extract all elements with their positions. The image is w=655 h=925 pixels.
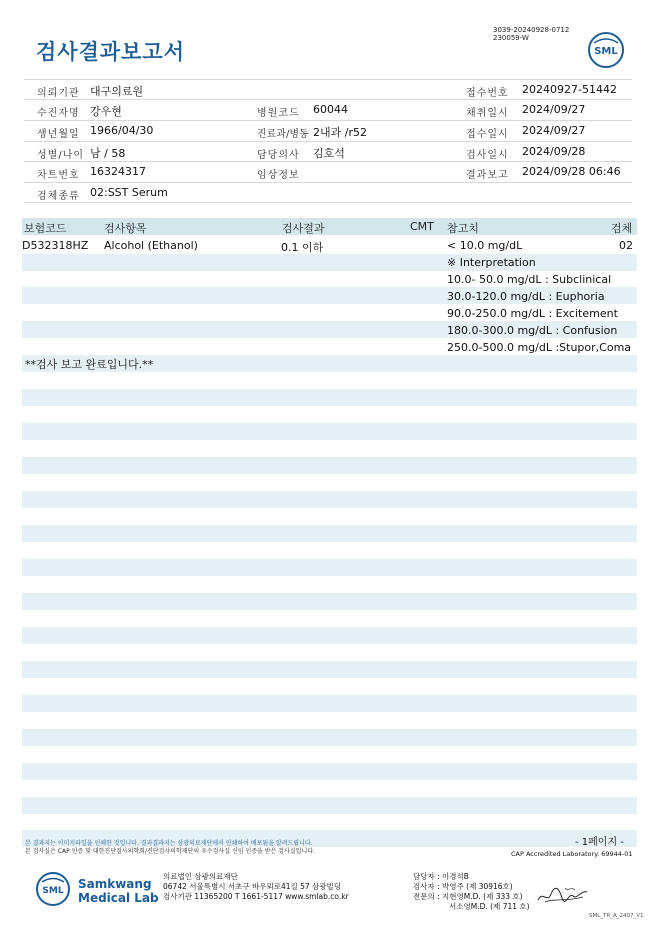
clinical-info-label: 임상정보 — [257, 170, 300, 181]
row-band — [22, 254, 637, 271]
header-cmt: CMT — [410, 220, 434, 233]
interpretation-line: ※ Interpretation — [447, 256, 536, 269]
row-band — [22, 797, 637, 814]
row-band — [22, 627, 637, 644]
sml-logo — [588, 32, 624, 68]
form-code: SML_TR_A_2407_V1 — [589, 913, 644, 919]
hospital-code-value: 60044 — [313, 103, 348, 116]
header-reference: 참고치 — [447, 222, 479, 235]
receipt-no-label: 접수번호 — [466, 88, 509, 99]
result-insurance-code: D532318HZ — [22, 239, 89, 252]
staff-specialist-1: 전문의 : 지현영M.D. (제 333 호) — [413, 892, 523, 901]
svg-text:SML: SML — [594, 46, 618, 57]
receipt-date-label: 접수일시 — [466, 129, 509, 140]
dept-value: 2내과 /r52 — [313, 126, 367, 139]
page-title: 검사결과보고서 — [36, 40, 186, 64]
header-insurance-code: 보험코드 — [24, 222, 67, 235]
footer-org: 의료법인 삼광의료재단 — [163, 872, 238, 881]
svg-text:SML: SML — [42, 886, 64, 896]
row-band — [22, 593, 637, 610]
result-reference: < 10.0 mg/dL — [447, 239, 523, 252]
institution-label: 의뢰기관 — [37, 88, 80, 99]
report-code-line2: 230059-W — [493, 34, 529, 42]
result-test-item: Alcohol (Ethanol) — [104, 239, 198, 252]
test-date-label: 검사일시 — [466, 150, 509, 161]
interpretation-line: 10.0- 50.0 mg/dL : Subclinical — [447, 273, 612, 286]
sex-age-label: 성별/나이 — [37, 150, 85, 161]
result-value: 0.1 이하 — [281, 241, 324, 254]
report-code-line1: 3039-20240928-0712 — [493, 26, 570, 34]
dob-label: 생년월일 — [37, 129, 80, 140]
footer-note-line1: 본 결과지는 이미지파일을 인쇄한 것입니다. 결과결과지는 삼광의료재단에서 인쇄하여 배포됨을 알려드립니다. — [25, 840, 313, 847]
staff-tester: 검사자 : 박영주 (제 30916호) — [413, 882, 513, 891]
footer-address — [163, 872, 349, 902]
footer-staff — [413, 872, 530, 912]
signature-image — [535, 880, 590, 910]
footer-note-line2: 본 검사실은 CAP 인증 및 대한진단검사의학회/진단검사의학재단의 우수검사실 신임 인증을 받은 검사실입니다. — [25, 848, 315, 855]
chart-no-value: 16324317 — [90, 165, 146, 178]
collect-date-label: 채취일시 — [466, 108, 509, 119]
completion-note: **검사 보고 완료입니다.** — [25, 358, 154, 371]
brand-name — [78, 877, 159, 905]
result-report-value: 2024/09/28 06:46 — [522, 165, 621, 178]
footer-note — [25, 840, 315, 856]
collect-date-value: 2024/09/27 — [522, 103, 586, 116]
receipt-no-value: 20240927-51442 — [522, 83, 617, 96]
page-number: - 1페이지 - — [575, 837, 624, 848]
header-specimen: 검체 — [611, 222, 633, 235]
row-band — [22, 695, 637, 712]
patient-label: 수진자명 — [37, 108, 80, 119]
row-band — [22, 729, 637, 746]
sex-age-value: 남 / 58 — [90, 147, 126, 160]
staff-specialist-2: 서소영M.D. (제 711 호) — [449, 902, 530, 911]
patient-value: 강우현 — [90, 105, 122, 118]
row-band — [22, 423, 637, 440]
row-band — [22, 559, 637, 576]
row-band — [22, 491, 637, 508]
specimen-type-label: 검체종류 — [37, 191, 80, 202]
result-report-label: 결과보고 — [466, 170, 509, 181]
row-band — [22, 389, 637, 406]
chart-no-label: 차트번호 — [37, 170, 80, 181]
specimen-type-value: 02:SST Serum — [90, 186, 168, 199]
cap-accreditation: CAP Accredited Laboratory. 69944-01 — [511, 850, 633, 858]
brand-line1: Samkwang — [78, 877, 152, 891]
report-code — [493, 26, 569, 42]
test-date-value: 2024/09/28 — [522, 145, 586, 158]
header-test-item: 검사항목 — [104, 222, 147, 235]
interpretation-line: 90.0-250.0 mg/dL : Excitement — [447, 307, 618, 320]
hospital-code-label: 병원코드 — [257, 108, 300, 119]
footer-street: 06742 서울특별시 서초구 바우뫼로41길 57 삼광빌딩 — [163, 882, 342, 891]
row-band — [22, 525, 637, 542]
interpretation-line: 250.0-500.0 mg/dL :Stupor,Coma — [447, 341, 632, 354]
institution-value: 대구의료원 — [90, 85, 144, 98]
staff-manager: 담당자 : 이경석B — [413, 872, 469, 881]
interpretation-line: 180.0-300.0 mg/dL : Confusion — [447, 324, 618, 337]
footer-contact: 검사기관 11365200 T 1661-5117 www.smlab.co.kr — [163, 892, 349, 901]
result-specimen: 02 — [619, 239, 633, 252]
dept-label: 진료과/병동 — [257, 129, 309, 140]
receipt-date-value: 2024/09/27 — [522, 124, 586, 137]
sml-logo — [36, 872, 70, 906]
header-result: 검사결과 — [282, 222, 325, 235]
interpretation-line: 30.0-120.0 mg/dL : Euphoria — [447, 290, 605, 303]
dob-value: 1966/04/30 — [90, 124, 154, 137]
row-band — [22, 661, 637, 678]
row-band — [22, 457, 637, 474]
row-band — [22, 763, 637, 780]
brand-line2: Medical Lab — [78, 891, 159, 905]
doctor-value: 김호석 — [313, 147, 345, 160]
doctor-label: 담당의사 — [257, 150, 300, 161]
